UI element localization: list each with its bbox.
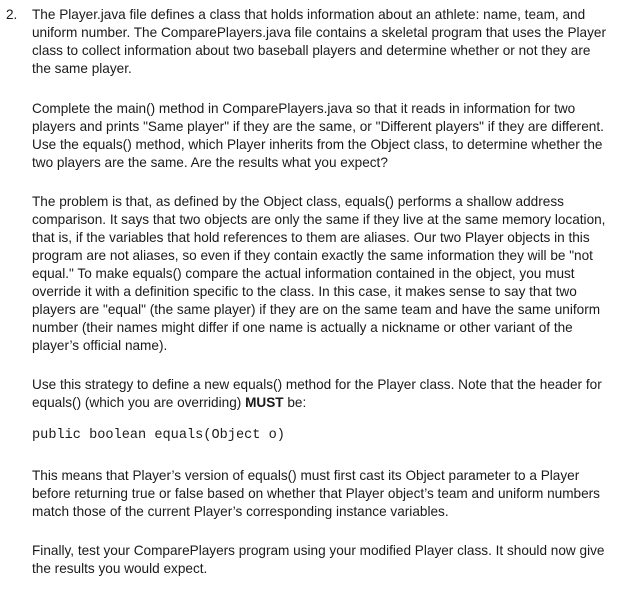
question-body bbox=[32, 6, 612, 578]
paragraph-problem-explanation: The problem is that, as defined by the Object class, equals() performs a shallow address comparison. It says that two objects are only the same if they live at the same memory location, that is, if the variables that hold references to them are aliases. Our two Player objects in this program are not aliases, so even if they contain exactly the same information they will be "not equal." To make equals() compare the actual information contained in the object, you must override it with a definition specific to the class. In this case, it makes sense to say that two players are "equal" (the same player) if they are on the same team and have the same uniform number (their names might differ if one name is actually a nickname or other variant of the player’s official name). bbox=[32, 194, 606, 353]
question-number: 2. bbox=[6, 7, 18, 22]
paragraph-main-method: Complete the main() method in ComparePlayers.java so that it reads in information for two players and prints "Same player" if they are the same, or "Different players" if they are different. Use the equals() method, which Player inherits from the Object class, to determine whether the two players are the same. Are the results what you expect? bbox=[32, 101, 604, 170]
paragraph-intro: The Player.java file defines a class that holds information about an athlete: name, team, and uniform number. The ComparePlayers.java file contains a skeletal program that uses the Player class to collect information about two baseball players and determine whether or not they are the same player. bbox=[32, 7, 606, 76]
paragraph-strategy bbox=[32, 376, 612, 412]
paragraph-final-test: Finally, test your ComparePlayers program using your modified Player class. It should now give the results you would expect. bbox=[32, 543, 605, 576]
paragraph-cast-explanation: This means that Player’s version of equals() must first cast its Object parameter to a Player before returning true or false based on whether that Player object’s team and uniform numbers match those of the current Player’s corresponding instance variables. bbox=[32, 468, 600, 519]
strategy-text-start: Use this strategy to define a new equals() method for the Player class. Note that the header for equals() (which you are overriding) bbox=[32, 377, 602, 410]
must-emphasis: MUST bbox=[245, 395, 284, 410]
method-header-code: public boolean equals(Object o) bbox=[32, 428, 285, 443]
strategy-text-end: be: bbox=[283, 395, 307, 410]
